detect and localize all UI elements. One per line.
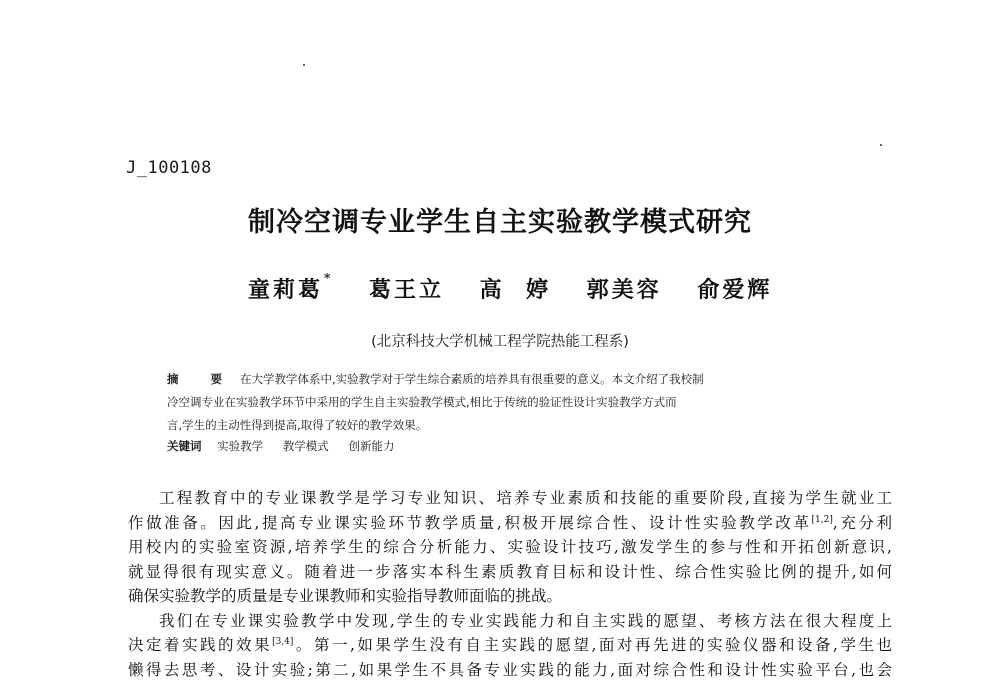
body-text-segment: 作做准备。因此,提高专业课实验环节教学质量,积极开展综合性、设计性实验教学改革 [128, 513, 812, 532]
author [697, 273, 772, 304]
body-text-segment: ,充分利 [832, 513, 892, 532]
document-id: J_100108 [126, 158, 212, 178]
affiliation: (北京科技大学机械工程学院热能工程系) [371, 334, 629, 350]
abstract-line: 言,学生的主动性得到提高,取得了较好的教学效果。 [167, 418, 428, 432]
author-name: 童莉葛 [248, 277, 324, 303]
keywords-label: 关键词 [167, 439, 202, 453]
body-line [128, 633, 892, 658]
author-name: 葛王立 [368, 277, 444, 303]
body-line: 确保实验教学的质量是专业课教师和实验指导教师面临的挑战。 [128, 587, 563, 605]
author [369, 273, 444, 304]
body-line: 就显得很有现实意义。随着进一步落实本科生素质教育目标和设计性、综合性实验比例的提升,如何 [128, 562, 892, 581]
corresponding-author-mark: * [324, 271, 334, 285]
keyword: 创新能力 [348, 439, 395, 453]
abstract-line [167, 368, 859, 391]
abstract-text: 在大学教学体系中,实验教学对于学生综合素质的培养具有很重要的意义。本文介绍了我校制 [240, 372, 704, 386]
body-line: 我们在专业课实验教学中发现,学生的专业实践能力和自主实践的愿望、考核方法在很大程度上 [159, 611, 892, 630]
keyword: 教学模式 [282, 439, 329, 453]
scan-speck [880, 144, 882, 146]
body-text-segment: 。第一,如果学生没有自主实践的愿望,面对再先进的实验仪器和设备,学生也 [293, 636, 892, 654]
body-line [128, 511, 892, 536]
body-text-segment: 决定着实践的效果 [128, 636, 273, 654]
author [248, 273, 333, 304]
body-line: 懒得去思考、设计实验;第二,如果学生不具备专业实践的能力,面对综合性和设计性实验平台,也会 [128, 660, 892, 679]
author-name: 高 婷 [479, 277, 551, 303]
scan-speck [303, 64, 305, 66]
paper-title: 制冷空调专业学生自主实验教学模式研究 [248, 207, 752, 238]
author-name: 俞爱辉 [697, 277, 773, 303]
abstract-line: 冷空调专业在实验教学环节中采用的学生自主实验教学模式,相比于传统的验证性设计实验教学方式而 [167, 395, 677, 409]
abstract [167, 368, 859, 437]
author-list [248, 273, 772, 304]
author [480, 273, 551, 304]
citation-ref: [3,4] [272, 637, 294, 647]
author-name: 郭美容 [586, 277, 662, 303]
keywords [167, 438, 410, 454]
author [587, 273, 662, 304]
body-text [128, 486, 892, 682]
citation-ref: [1,2] [811, 514, 833, 525]
body-line: 工程教育中的专业课教学是学习专业知识、培养专业素质和技能的重要阶段,直接为学生就业工 [159, 489, 892, 507]
abstract-label: 摘 要 [167, 372, 237, 386]
body-line: 用校内的实验室资源,培养学生的综合分析能力、实验设计技巧,激发学生的参与性和开拓创新意识, [128, 538, 892, 556]
keyword: 实验教学 [217, 439, 264, 453]
